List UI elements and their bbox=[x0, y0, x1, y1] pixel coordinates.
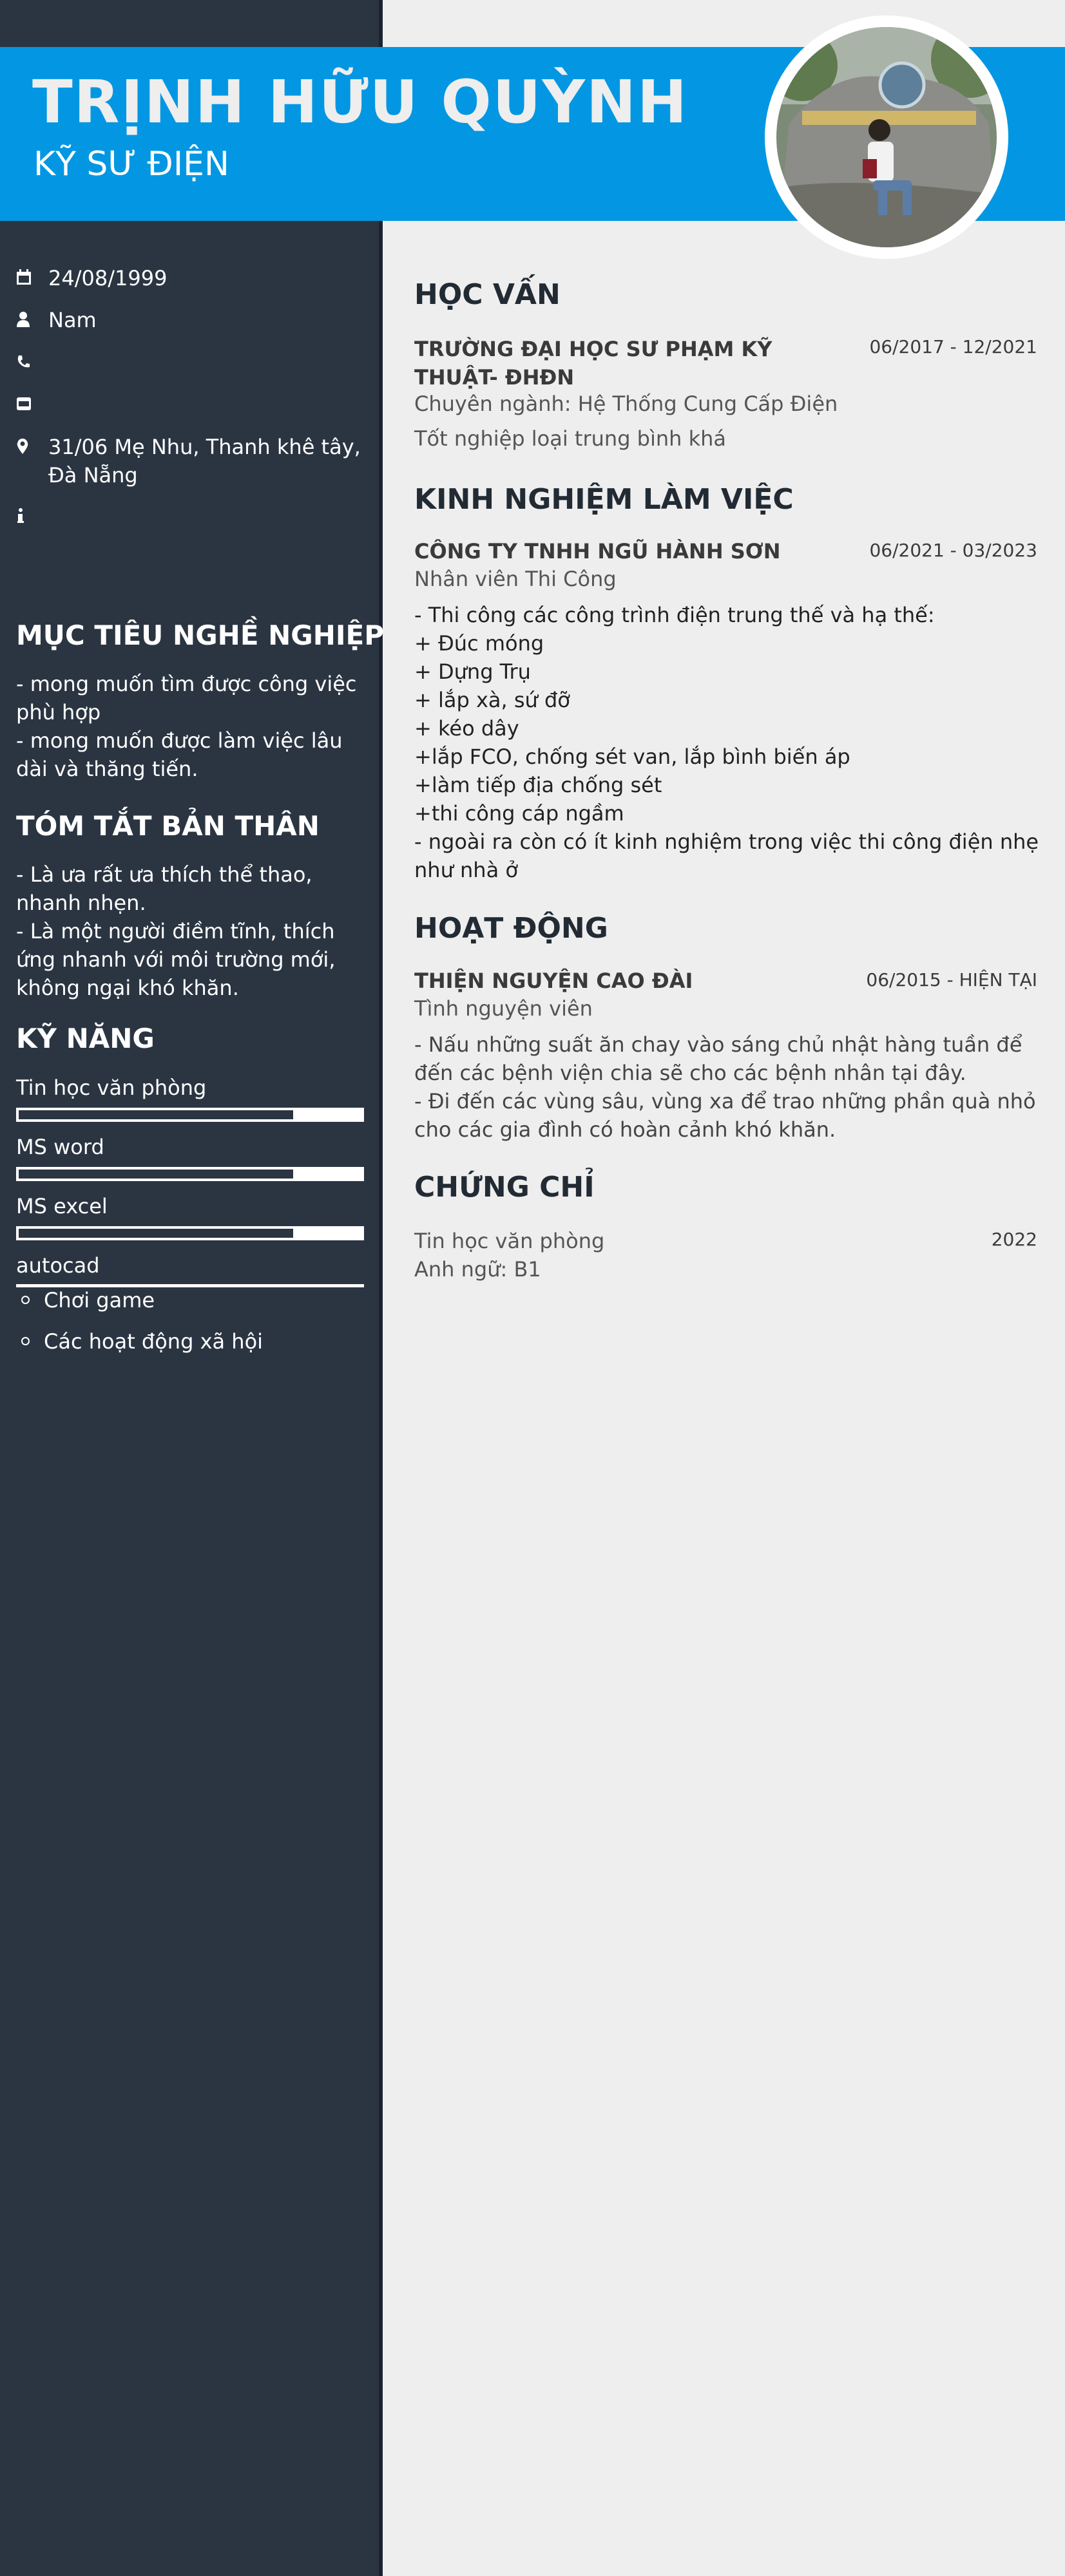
activities-heading: HOẠT ĐỘNG bbox=[414, 912, 608, 945]
job-title: KỸ SƯ ĐIỆN bbox=[34, 145, 229, 184]
education-heading: HỌC VẤN bbox=[414, 278, 561, 311]
certificate-year: 2022 bbox=[991, 1229, 1037, 1250]
summary-line: - Là ưa rất ưa thích thể thao, nhanh nhẹn. bbox=[16, 862, 312, 915]
experience-duties bbox=[414, 601, 1039, 884]
skills-heading: KỸ NĂNG bbox=[16, 1023, 155, 1054]
contact-birthday: 24/08/1999 bbox=[16, 264, 364, 292]
calendar-icon bbox=[16, 267, 35, 291]
hobby-item: Các hoạt động xã hội bbox=[21, 1329, 263, 1354]
experience-heading: KINH NGHIỆM LÀM VIỆC bbox=[414, 483, 794, 516]
skill-label: MS excel bbox=[16, 1194, 108, 1218]
skill-label: autocad bbox=[16, 1253, 100, 1278]
skill-bar bbox=[16, 1108, 364, 1122]
duty-line: + Dựng Trụ bbox=[414, 659, 531, 684]
circle-bullet-icon bbox=[21, 1296, 30, 1304]
duty-line: + Đúc móng bbox=[414, 631, 544, 656]
objective-line: - mong muốn được làm việc lâu dài và thăng tiến. bbox=[16, 728, 343, 781]
education-school: TRƯỜNG ĐẠI HỌC SƯ PHẠM KỸ THUẬT- ĐHĐN bbox=[414, 337, 772, 390]
education-date: 06/2017 - 12/2021 bbox=[869, 336, 1037, 357]
contact-address: 31/06 Mẹ Nhu, Thanh khê tây, Đà Nẵng bbox=[16, 433, 364, 489]
skill-label: Tin học văn phòng bbox=[16, 1075, 207, 1100]
experience-date: 06/2021 - 03/2023 bbox=[869, 540, 1037, 561]
duty-line: - Thi công các công trình điện trung thế và hạ thế: bbox=[414, 603, 935, 627]
skill-bar bbox=[16, 1284, 364, 1287]
profile-photo-image bbox=[776, 27, 997, 247]
candidate-name: TRỊNH HỮU QUỲNH bbox=[32, 68, 688, 137]
objective-text bbox=[16, 670, 364, 783]
user-icon bbox=[16, 308, 35, 333]
objective-heading: MỤC TIÊU NGHỀ NGHIỆP bbox=[16, 620, 384, 651]
envelope-icon bbox=[16, 392, 35, 417]
activities-org: THIỆN NGUYỆN CAO ĐÀI bbox=[414, 969, 693, 993]
objective-line: - mong muốn tìm được công việc phù hợp bbox=[16, 672, 357, 724]
map-marker-icon bbox=[16, 435, 35, 460]
experience-role: Nhân viên Thi Công bbox=[414, 567, 617, 591]
duty-line: + kéo dây bbox=[414, 716, 519, 741]
summary-line: - Là một người điềm tĩnh, thích ứng nhanh với môi trường mới, không ngại khó khăn. bbox=[16, 919, 336, 1000]
activities-text bbox=[414, 1030, 1039, 1144]
duty-line: + lắp xà, sứ đỡ bbox=[414, 688, 570, 712]
activity-line: - Nấu những suất ăn chay vào sáng chủ nhật hàng tuần để đến các bệnh viện chia sẽ cho các bệnh nhân tại đây. bbox=[414, 1032, 1022, 1085]
education-major: Chuyên ngành: Hệ Thống Cung Cấp Điện bbox=[414, 392, 838, 416]
duty-line: +làm tiếp địa chống sét bbox=[414, 773, 662, 797]
education-result: Tốt nghiệp loại trung bình khá bbox=[414, 426, 727, 451]
skill-bar bbox=[16, 1167, 364, 1181]
phone-icon bbox=[16, 350, 35, 375]
certificates-heading: CHỨNG CHỈ bbox=[414, 1171, 595, 1204]
activity-line: - Đi đến các vùng sâu, vùng xa để trao những phần quà nhỏ cho các gia đình có hoàn cảnh khó khăn. bbox=[414, 1089, 1036, 1142]
hobby-item: Chơi game bbox=[21, 1288, 155, 1312]
circle-bullet-icon bbox=[21, 1337, 30, 1345]
activities-date: 06/2015 - HIỆN TẠI bbox=[866, 969, 1037, 990]
certificate-name: Tin học văn phòng bbox=[414, 1229, 605, 1253]
sidebar-divider bbox=[379, 0, 383, 2576]
info-icon bbox=[16, 505, 35, 529]
duty-line: +thi công cáp ngầm bbox=[414, 801, 624, 826]
summary-text bbox=[16, 860, 364, 1002]
summary-heading: TÓM TẮT BẢN THÂN bbox=[16, 810, 320, 842]
experience-company: CÔNG TY TNHH NGŨ HÀNH SƠN bbox=[414, 539, 781, 564]
activities-role: Tình nguyện viên bbox=[414, 996, 593, 1021]
certificate-name: Anh ngữ: B1 bbox=[414, 1257, 541, 1282]
profile-photo bbox=[765, 15, 1008, 259]
skill-bar bbox=[16, 1226, 364, 1240]
contact-gender: Nam bbox=[16, 306, 364, 334]
duty-line: +lắp FCO, chống sét van, lắp bình biến áp bbox=[414, 744, 850, 769]
skill-label: MS word bbox=[16, 1135, 104, 1159]
duty-line: - ngoài ra còn có ít kinh nghiệm trong việc thi công điện nhẹ như nhà ở bbox=[414, 829, 1039, 882]
